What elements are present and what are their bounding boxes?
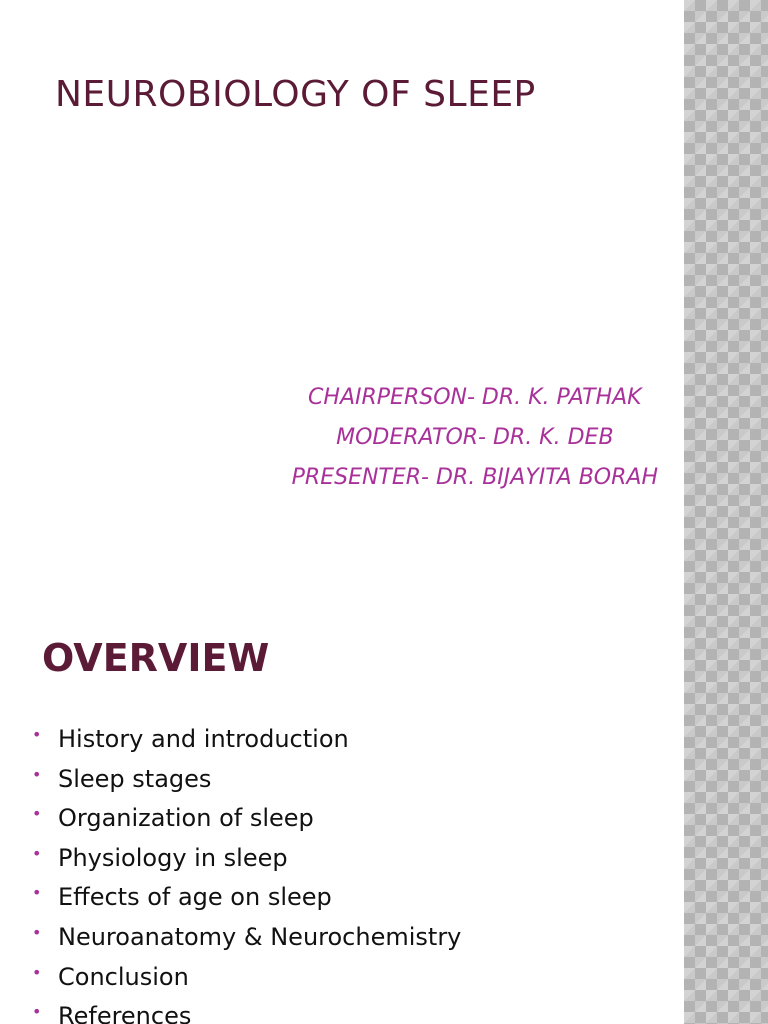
bullet-icon: • (32, 883, 42, 903)
list-item-text: Neuroanatomy & Neurochemistry (58, 922, 462, 951)
list-item (32, 958, 461, 998)
moderator-line: MODERATOR- DR. K. DEB (336, 425, 614, 450)
slide-title: NEUROBIOLOGY OF SLEEP (55, 74, 536, 115)
list-item-text: Sleep stages (58, 764, 212, 793)
credits-block (292, 378, 658, 498)
list-item-text: Effects of age on sleep (58, 883, 332, 912)
list-item-text: References (58, 1002, 192, 1024)
chairperson-line: CHAIRPERSON- DR. K. PATHAK (308, 385, 642, 410)
presenter-line: PRESENTER- DR. BIJAYITA BORAH (291, 465, 658, 490)
bullet-icon: • (32, 725, 42, 744)
list-item (32, 760, 461, 800)
bullet-icon: • (32, 804, 42, 824)
overview-title: OVERVIEW (42, 636, 270, 680)
list-item (32, 997, 461, 1024)
bullet-icon: • (32, 962, 42, 982)
list-item-text: History and introduction (58, 725, 349, 753)
bullet-icon: • (32, 1002, 42, 1022)
overview-list (32, 720, 461, 1024)
list-item (32, 878, 461, 918)
list-item (32, 720, 461, 760)
list-item (32, 839, 461, 879)
list-item-text: Organization of sleep (58, 804, 314, 833)
list-item (32, 918, 461, 958)
list-item-text: Conclusion (58, 962, 189, 991)
side-pattern-panel (684, 0, 768, 1024)
bullet-icon: • (32, 922, 42, 942)
bullet-icon: • (32, 764, 42, 784)
overview-slide (0, 600, 684, 1024)
bullet-icon: • (32, 843, 42, 863)
list-item (32, 799, 461, 839)
list-item-text: Physiology in sleep (58, 843, 288, 872)
